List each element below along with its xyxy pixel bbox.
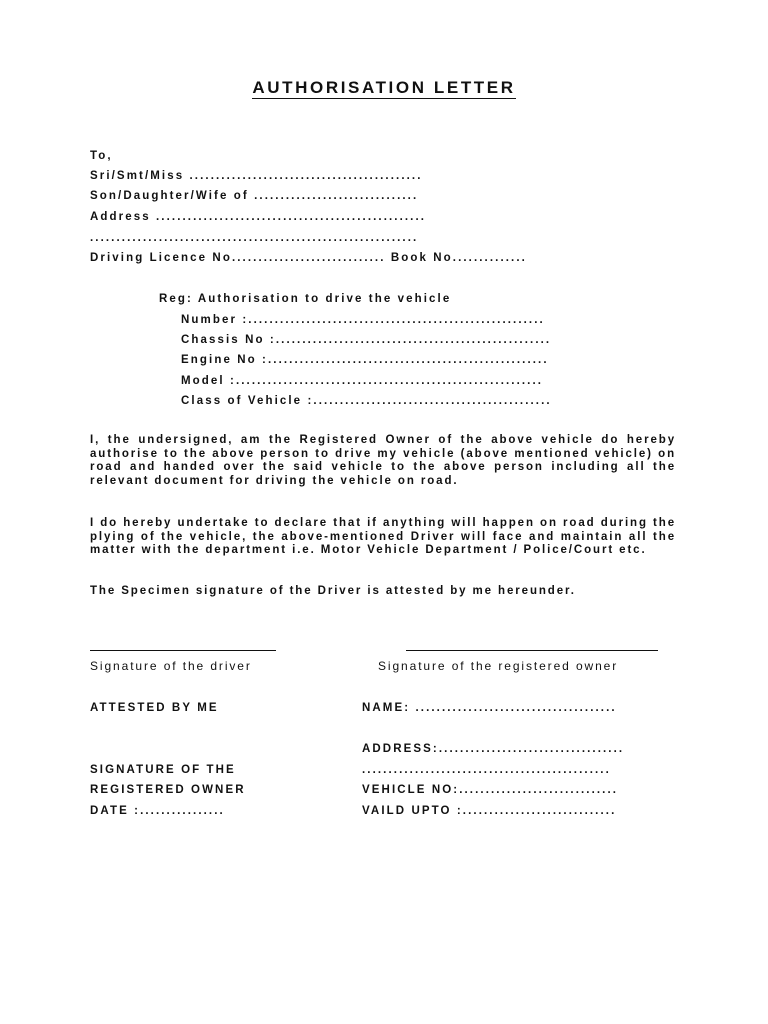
attested-by-label: ATTESTED BY ME [90,702,219,714]
address-line-2: .............................................................. [90,232,419,244]
date-line: DATE :................ [90,805,225,817]
registered-owner-label: REGISTERED OWNER [90,784,246,796]
title-text: AUTHORISATION LETTER [252,78,516,97]
owner-signature-line [406,650,658,651]
valid-upto-line: VAILD UPTO :............................. [362,805,617,817]
chassis-number-line: Chassis No :.................................................... [181,334,552,346]
recipient-name-line: Sri/Smt/Miss ............................................ [90,170,423,182]
declaration-paragraph-1: I, the undersigned, am the Registered Owner of the above vehicle do hereby authorise to the above person to drive my vehicle (above mentioned vehicle) on road and handed over the said vehicle to the above person including all the relevant document for driving the vehicle on road. [90,434,676,487]
signature-of-the-label: SIGNATURE OF THE [90,764,236,776]
owner-address-line-1: ADDRESS:................................... [362,743,625,755]
specimen-signature-paragraph: The Specimen signature of the Driver is attested by me hereunder. [90,585,576,597]
vehicle-class-line: Class of Vehicle :............................................. [181,395,552,407]
engine-number-line: Engine No :..................................................... [181,354,549,366]
model-line: Model :.......................................................... [181,375,544,387]
licence-line: Driving Licence No............................. Book No.............. [90,252,527,264]
address-line-1: Address ................................................... [90,211,427,223]
owner-signature-label: Signature of the registered owner [378,659,619,673]
driver-signature-label: Signature of the driver [90,659,252,673]
driver-signature-line [90,650,276,651]
owner-name-line: NAME: ...................................... [362,702,617,714]
relation-line: Son/Daughter/Wife of ............................... [90,190,419,202]
reg-subject: Reg: Authorisation to drive the vehicle [159,293,452,305]
document-title [0,78,768,98]
owner-address-line-2: ............................................... [362,764,611,776]
to-line: To, [90,150,113,162]
vehicle-number-line: Number :........................................................ [181,314,545,326]
declaration-paragraph-2: I do hereby undertake to declare that if anything will happen on road during the plying of the vehicle, the above-mentioned Driver will face and maintain all the matter with the department i.e. Motor Vehicle Department / Police/Court etc. [90,517,676,557]
vehicle-no-line: VEHICLE NO:.............................. [362,784,619,796]
